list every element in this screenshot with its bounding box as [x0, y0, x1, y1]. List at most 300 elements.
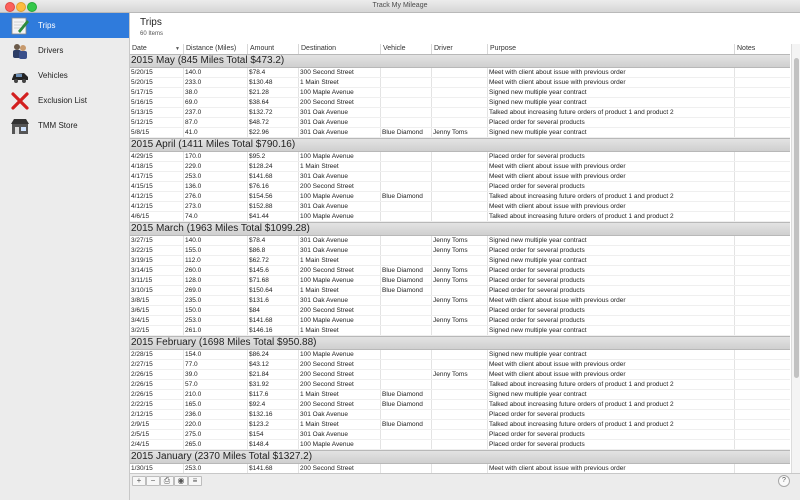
driver-cell — [431, 192, 487, 201]
destination-cell: 100 Maple Avenue — [298, 152, 380, 161]
destination-cell: 301 Oak Avenue — [298, 202, 380, 211]
sidebar-item-trips[interactable] — [0, 13, 129, 38]
date-cell: 5/16/15 — [131, 99, 153, 106]
driver-cell — [431, 464, 487, 473]
destination-cell: 200 Second Street — [298, 400, 380, 409]
distance-cell: 260.0 — [183, 266, 247, 275]
vehicle-cell — [380, 316, 431, 325]
purpose-cell: Placed order for several products — [487, 118, 734, 127]
date-cell: 2/4/15 — [131, 441, 150, 448]
distance-cell: 253.0 — [183, 464, 247, 473]
purpose-cell: Talked about increasing future orders of product 1 and product 2 — [487, 212, 734, 221]
distance-cell: 276.0 — [183, 192, 247, 201]
date-cell: 5/17/15 — [131, 89, 153, 96]
column-header-distance[interactable]: Distance (Miles) — [183, 44, 247, 54]
table-row[interactable] — [130, 108, 790, 118]
month-group — [130, 138, 790, 222]
amount-cell: $132.72 — [247, 108, 298, 117]
sidebar-item-exclusion-list[interactable] — [0, 88, 129, 113]
amount-cell: $38.64 — [247, 98, 298, 107]
date-cell: 3/8/15 — [131, 297, 150, 304]
destination-cell: 1 Main Street — [298, 326, 380, 335]
distance-cell: 253.0 — [183, 316, 247, 325]
purpose-cell: Meet with client about issue with previous order — [487, 202, 734, 211]
purpose-cell: Meet with client about issue with previous order — [487, 78, 734, 87]
month-group-header[interactable]: 2015 February (1698 Miles Total $950.88) — [130, 336, 790, 350]
purpose-cell: Placed order for several products — [487, 316, 734, 325]
amount-cell: $21.28 — [247, 88, 298, 97]
date-cell: 2/27/15 — [131, 361, 153, 368]
destination-cell: 100 Maple Avenue — [298, 88, 380, 97]
notes-cell — [734, 182, 790, 191]
driver-cell — [431, 410, 487, 419]
date-cell: 2/26/15 — [131, 371, 153, 378]
destination-cell: 1 Main Street — [298, 286, 380, 295]
table-row[interactable] — [130, 316, 790, 326]
amount-cell: $128.24 — [247, 162, 298, 171]
amount-cell: $123.2 — [247, 420, 298, 429]
driver-cell — [431, 430, 487, 439]
driver-cell: Jenny Toms — [431, 296, 487, 305]
purpose-cell: Placed order for several products — [487, 246, 734, 255]
sidebar-item-label: TMM Store — [38, 121, 78, 130]
destination-cell: 301 Oak Avenue — [298, 410, 380, 419]
destination-cell: 300 Second Street — [298, 68, 380, 77]
amount-cell: $132.16 — [247, 410, 298, 419]
table-row[interactable] — [130, 128, 790, 138]
window-title: Track My Mileage — [372, 2, 428, 9]
table-row[interactable] — [130, 296, 790, 306]
distance-cell: 112.0 — [183, 256, 247, 265]
date-cell: 3/22/15 — [131, 247, 153, 254]
driver-cell — [431, 360, 487, 369]
table-row[interactable] — [130, 400, 790, 410]
destination-cell: 1 Main Street — [298, 256, 380, 265]
table-row[interactable] — [130, 380, 790, 390]
distance-cell: 41.0 — [183, 128, 247, 137]
add-button[interactable]: + — [132, 476, 146, 486]
date-cell: 5/13/15 — [131, 109, 153, 116]
destination-cell: 200 Second Street — [298, 306, 380, 315]
table-row[interactable] — [130, 152, 790, 162]
notes-cell — [734, 246, 790, 255]
item-count: 60 Items — [140, 31, 164, 37]
driver-cell — [431, 326, 487, 335]
filter-button[interactable]: ◉ — [174, 476, 188, 486]
table-row[interactable] — [130, 118, 790, 128]
table-row[interactable] — [130, 464, 790, 473]
amount-cell: $22.96 — [247, 128, 298, 137]
distance-cell: 39.0 — [183, 370, 247, 379]
distance-cell: 150.0 — [183, 306, 247, 315]
date-cell: 5/8/15 — [131, 129, 150, 136]
purpose-cell: Meet with client about issue with previous order — [487, 370, 734, 379]
table-row[interactable] — [130, 420, 790, 430]
distance-cell: 128.0 — [183, 276, 247, 285]
store-icon — [9, 115, 31, 137]
distance-cell: 236.0 — [183, 410, 247, 419]
distance-cell: 210.0 — [183, 390, 247, 399]
amount-cell: $86.8 — [247, 246, 298, 255]
column-header-amount[interactable]: Amount — [247, 44, 298, 54]
scroll-thumb[interactable] — [794, 58, 799, 378]
table-row[interactable] — [130, 390, 790, 400]
driver-cell — [431, 420, 487, 429]
month-group-header[interactable]: 2015 January (2370 Miles Total $1327.2) — [130, 450, 790, 464]
destination-cell: 301 Oak Avenue — [298, 172, 380, 181]
red-x-icon — [9, 90, 31, 112]
table-row[interactable] — [130, 68, 790, 78]
date-cell: 4/18/15 — [131, 163, 153, 170]
vehicle-cell — [380, 246, 431, 255]
table-row[interactable] — [130, 202, 790, 212]
vehicle-cell — [380, 182, 431, 191]
purpose-cell: Signed new multiple year contract — [487, 88, 734, 97]
destination-cell: 1 Main Street — [298, 78, 380, 87]
table-row[interactable] — [130, 440, 790, 450]
notes-cell — [734, 390, 790, 399]
notes-cell — [734, 192, 790, 201]
table-row[interactable] — [130, 88, 790, 98]
notes-cell — [734, 256, 790, 265]
purpose-cell: Signed new multiple year contract — [487, 390, 734, 399]
amount-cell: $141.68 — [247, 172, 298, 181]
table-row[interactable] — [130, 306, 790, 316]
table-row[interactable] — [130, 286, 790, 296]
notes-cell — [734, 152, 790, 161]
driver-cell — [431, 256, 487, 265]
notes-cell — [734, 276, 790, 285]
table-row[interactable] — [130, 192, 790, 202]
amount-cell: $141.68 — [247, 464, 298, 473]
sidebar-item-label: Trips — [38, 21, 56, 30]
driver-cell — [431, 400, 487, 409]
vehicle-cell: Blue Diamond — [380, 276, 431, 285]
date-cell: 4/17/15 — [131, 173, 153, 180]
notes-cell — [734, 420, 790, 429]
table-row[interactable] — [130, 236, 790, 246]
distance-cell: 74.0 — [183, 212, 247, 221]
table-row[interactable] — [130, 266, 790, 276]
vehicle-cell — [380, 370, 431, 379]
amount-cell: $84 — [247, 306, 298, 315]
title-bar — [0, 0, 800, 13]
date-cell: 1/30/15 — [131, 465, 153, 472]
vehicle-cell — [380, 296, 431, 305]
notes-cell — [734, 212, 790, 221]
table-row[interactable] — [130, 256, 790, 266]
amount-cell: $76.16 — [247, 182, 298, 191]
column-header-purpose[interactable]: Purpose — [487, 44, 734, 54]
distance-cell: 237.0 — [183, 108, 247, 117]
distance-cell: 253.0 — [183, 172, 247, 181]
table-row[interactable] — [130, 212, 790, 222]
date-cell: 2/9/15 — [131, 421, 150, 428]
date-cell: 3/6/15 — [131, 307, 150, 314]
purpose-cell: Meet with client about issue with previous order — [487, 172, 734, 181]
destination-cell: 301 Oak Avenue — [298, 430, 380, 439]
distance-cell: 229.0 — [183, 162, 247, 171]
drivers-icon — [9, 40, 31, 62]
driver-cell — [431, 390, 487, 399]
driver-cell: Jenny Toms — [431, 246, 487, 255]
month-group — [130, 222, 790, 336]
destination-cell: 301 Oak Avenue — [298, 118, 380, 127]
notes-cell — [734, 306, 790, 315]
month-group-header[interactable]: 2015 May (845 Miles Total $473.2) — [130, 54, 790, 68]
purpose-cell: Signed new multiple year contract — [487, 128, 734, 137]
vehicle-cell: Blue Diamond — [380, 192, 431, 201]
date-cell: 3/19/15 — [131, 257, 153, 264]
purpose-cell: Placed order for several products — [487, 306, 734, 315]
purpose-cell: Signed new multiple year contract — [487, 98, 734, 107]
notes-cell — [734, 172, 790, 181]
vehicle-cell — [380, 380, 431, 389]
table-row[interactable] — [130, 162, 790, 172]
amount-cell: $146.16 — [247, 326, 298, 335]
destination-cell: 100 Maple Avenue — [298, 350, 380, 359]
date-cell: 4/15/15 — [131, 183, 153, 190]
notes-cell — [734, 326, 790, 335]
purpose-cell: Talked about increasing future orders of product 1 and product 2 — [487, 380, 734, 389]
purpose-cell: Placed order for several products — [487, 276, 734, 285]
notes-cell — [734, 118, 790, 127]
column-header-notes[interactable]: Notes — [734, 44, 790, 54]
destination-cell: 301 Oak Avenue — [298, 246, 380, 255]
list-button[interactable]: ≡ — [188, 476, 202, 486]
destination-cell: 200 Second Street — [298, 370, 380, 379]
driver-cell — [431, 306, 487, 315]
vehicle-cell — [380, 78, 431, 87]
date-cell: 4/12/15 — [131, 193, 153, 200]
destination-cell: 301 Oak Avenue — [298, 236, 380, 245]
vehicle-cell — [380, 162, 431, 171]
destination-cell: 100 Maple Avenue — [298, 212, 380, 221]
vehicle-cell: Blue Diamond — [380, 400, 431, 409]
notes-cell — [734, 98, 790, 107]
driver-cell: Jenny Toms — [431, 128, 487, 137]
date-cell: 3/2/15 — [131, 327, 150, 334]
notes-cell — [734, 316, 790, 325]
amount-cell: $71.68 — [247, 276, 298, 285]
notes-cell — [734, 88, 790, 97]
vehicle-cell — [380, 108, 431, 117]
notes-cell — [734, 296, 790, 305]
amount-cell: $154 — [247, 430, 298, 439]
driver-cell: Jenny Toms — [431, 316, 487, 325]
distance-cell: 170.0 — [183, 152, 247, 161]
date-cell: 5/12/15 — [131, 119, 153, 126]
purpose-cell: Signed new multiple year contract — [487, 350, 734, 359]
distance-cell: 155.0 — [183, 246, 247, 255]
purpose-cell: Talked about increasing future orders of product 1 and product 2 — [487, 192, 734, 201]
destination-cell: 301 Oak Avenue — [298, 128, 380, 137]
table-row[interactable] — [130, 78, 790, 88]
notes-cell — [734, 440, 790, 449]
purpose-cell: Talked about increasing future orders of product 1 and product 2 — [487, 400, 734, 409]
driver-cell — [431, 78, 487, 87]
column-header-date[interactable]: Date ▼ — [132, 45, 180, 52]
date-cell: 3/27/15 — [131, 237, 153, 244]
vehicle-cell — [380, 326, 431, 335]
notebook-pen-icon — [9, 15, 31, 37]
distance-cell: 140.0 — [183, 236, 247, 245]
table-row[interactable] — [130, 172, 790, 182]
amount-cell: $41.44 — [247, 212, 298, 221]
help-button[interactable]: ? — [778, 475, 790, 487]
table-row[interactable] — [130, 370, 790, 380]
purpose-cell: Meet with client about issue with previous order — [487, 464, 734, 473]
amount-cell: $154.56 — [247, 192, 298, 201]
notes-cell — [734, 78, 790, 87]
distance-cell: 235.0 — [183, 296, 247, 305]
destination-cell: 301 Oak Avenue — [298, 108, 380, 117]
driver-cell — [431, 380, 487, 389]
notes-cell — [734, 380, 790, 389]
sidebar-item-tmm-store[interactable] — [0, 113, 129, 138]
notes-cell — [734, 128, 790, 137]
table-row[interactable] — [130, 360, 790, 370]
amount-cell: $95.2 — [247, 152, 298, 161]
sidebar-item-label: Drivers — [38, 46, 64, 55]
month-group-header[interactable]: 2015 April (1411 Miles Total $790.16) — [130, 138, 790, 152]
vehicle-cell — [380, 88, 431, 97]
column-header-vehicle[interactable]: Vehicle — [380, 44, 431, 54]
column-header-driver[interactable]: Driver — [431, 44, 487, 54]
notes-cell — [734, 350, 790, 359]
vehicle-cell — [380, 440, 431, 449]
destination-cell: 200 Second Street — [298, 360, 380, 369]
vehicle-cell — [380, 350, 431, 359]
distance-cell: 87.0 — [183, 118, 247, 127]
distance-cell: 38.0 — [183, 88, 247, 97]
date-cell: 3/4/15 — [131, 317, 150, 324]
remove-button[interactable]: − — [146, 476, 160, 486]
amount-cell: $141.68 — [247, 316, 298, 325]
driver-cell: Jenny Toms — [431, 266, 487, 275]
date-cell: 4/6/15 — [131, 213, 150, 220]
destination-cell: 1 Main Street — [298, 420, 380, 429]
month-group — [130, 336, 790, 450]
notes-cell — [734, 108, 790, 117]
notes-cell — [734, 400, 790, 409]
car-icon — [9, 65, 31, 87]
purpose-cell: Placed order for several products — [487, 182, 734, 191]
amount-cell: $31.92 — [247, 380, 298, 389]
amount-cell: $78.4 — [247, 68, 298, 77]
driver-cell — [431, 182, 487, 191]
distance-cell: 154.0 — [183, 350, 247, 359]
distance-cell: 165.0 — [183, 400, 247, 409]
notes-cell — [734, 464, 790, 473]
table-row[interactable] — [130, 276, 790, 286]
destination-cell: 200 Second Street — [298, 266, 380, 275]
vehicle-cell — [380, 430, 431, 439]
vehicle-cell: Blue Diamond — [380, 266, 431, 275]
notes-cell — [734, 236, 790, 245]
month-group — [130, 450, 790, 473]
sidebar-item-drivers[interactable] — [0, 38, 129, 63]
distance-cell: 136.0 — [183, 182, 247, 191]
sidebar-item-label: Vehicles — [38, 71, 68, 80]
date-cell: 2/28/15 — [131, 351, 153, 358]
driver-cell — [431, 202, 487, 211]
table-row[interactable] — [130, 246, 790, 256]
vehicle-cell — [380, 212, 431, 221]
vehicle-cell — [380, 68, 431, 77]
amount-cell: $131.6 — [247, 296, 298, 305]
destination-cell: 1 Main Street — [298, 390, 380, 399]
notes-cell — [734, 410, 790, 419]
purpose-cell: Placed order for several products — [487, 410, 734, 419]
date-cell: 4/29/15 — [131, 153, 153, 160]
distance-cell: 57.0 — [183, 380, 247, 389]
table-row[interactable] — [130, 182, 790, 192]
purpose-cell: Talked about increasing future orders of product 1 and product 2 — [487, 108, 734, 117]
amount-cell: $148.4 — [247, 440, 298, 449]
date-cell: 2/22/15 — [131, 401, 153, 408]
distance-cell: 77.0 — [183, 360, 247, 369]
distance-cell: 269.0 — [183, 286, 247, 295]
vehicle-cell — [380, 172, 431, 181]
vehicle-cell — [380, 306, 431, 315]
driver-cell — [431, 118, 487, 127]
amount-cell: $145.6 — [247, 266, 298, 275]
sidebar-item-vehicles[interactable] — [0, 63, 129, 88]
table-row[interactable] — [130, 98, 790, 108]
amount-cell: $43.12 — [247, 360, 298, 369]
table-row[interactable] — [130, 410, 790, 420]
vehicle-cell — [380, 202, 431, 211]
vehicle-cell: Blue Diamond — [380, 286, 431, 295]
purpose-cell: Placed order for several products — [487, 440, 734, 449]
amount-cell: $48.72 — [247, 118, 298, 127]
driver-cell — [431, 350, 487, 359]
month-group — [130, 54, 790, 138]
table-row[interactable] — [130, 326, 790, 336]
table-row[interactable] — [130, 430, 790, 440]
vehicle-cell — [380, 118, 431, 127]
purpose-cell: Meet with client about issue with previous order — [487, 68, 734, 77]
notes-cell — [734, 430, 790, 439]
amount-cell: $152.88 — [247, 202, 298, 211]
date-cell: 3/10/15 — [131, 287, 153, 294]
purpose-cell: Placed order for several products — [487, 266, 734, 275]
column-header-destination[interactable]: Destination — [298, 44, 380, 54]
driver-cell — [431, 152, 487, 161]
amount-cell: $92.4 — [247, 400, 298, 409]
distance-cell: 261.0 — [183, 326, 247, 335]
driver-cell — [431, 172, 487, 181]
sidebar-item-label: Exclusion List — [38, 96, 87, 105]
purpose-cell: Meet with client about issue with previous order — [487, 360, 734, 369]
purpose-cell: Placed order for several products — [487, 152, 734, 161]
vehicle-cell — [380, 98, 431, 107]
destination-cell: 100 Maple Avenue — [298, 192, 380, 201]
vehicle-cell: Blue Diamond — [380, 390, 431, 399]
vertical-scrollbar[interactable] — [791, 44, 800, 473]
page-title: Trips — [140, 17, 162, 28]
trips-table — [130, 54, 790, 473]
date-cell: 2/12/15 — [131, 411, 153, 418]
driver-cell — [431, 212, 487, 221]
distance-cell: 140.0 — [183, 68, 247, 77]
month-group-header[interactable]: 2015 March (1963 Miles Total $1099.28) — [130, 222, 790, 236]
share-button[interactable]: ⎙ — [160, 476, 174, 486]
sort-descending-icon: ▼ — [175, 46, 180, 52]
date-cell: 5/20/15 — [131, 69, 153, 76]
table-row[interactable] — [130, 350, 790, 360]
